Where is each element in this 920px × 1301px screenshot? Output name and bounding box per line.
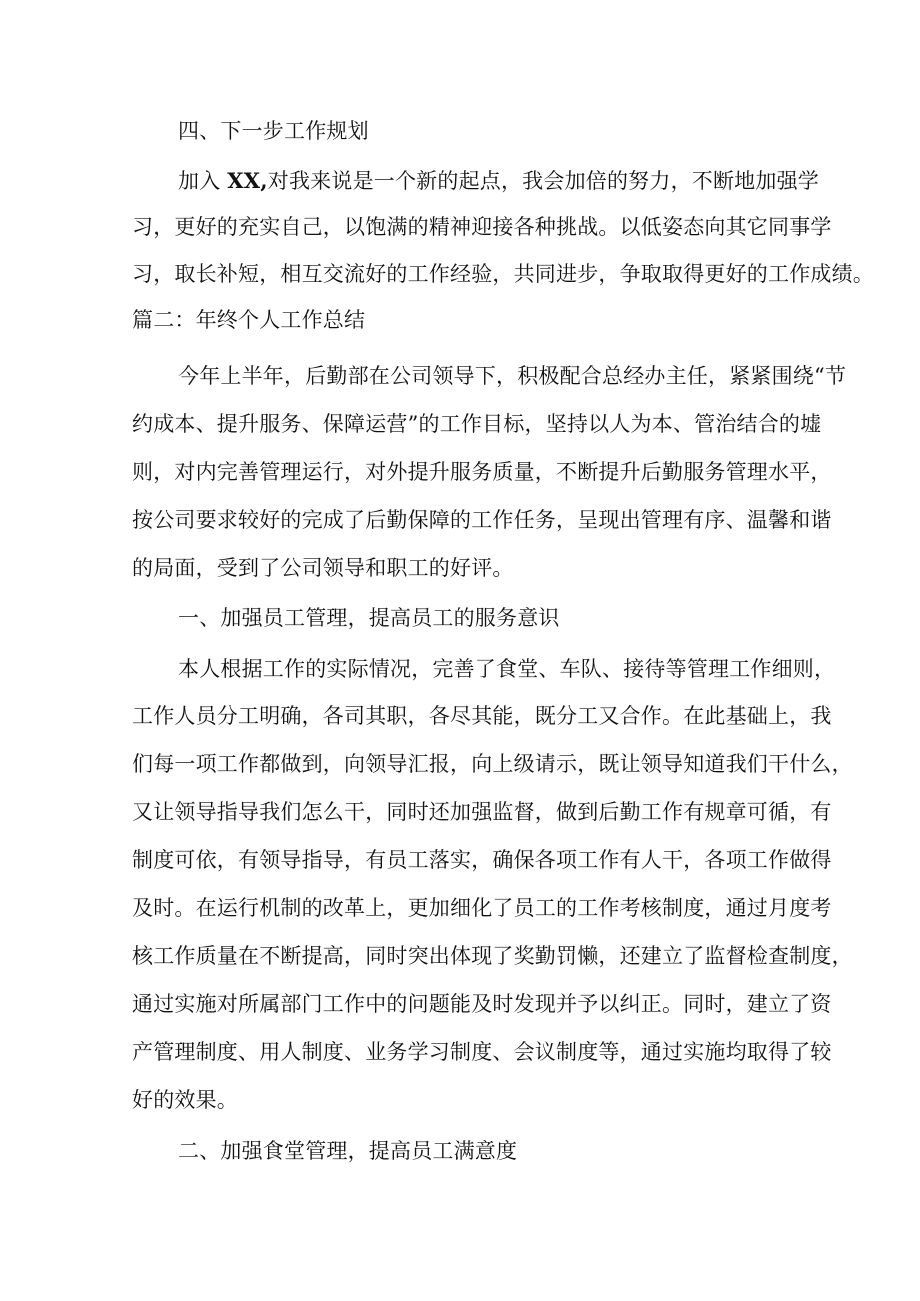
section4-paragraph-line2: 习，更好的充实自己，以饱满的精神迎接各种挑战。以低姿态向其它同事学 [132,215,832,239]
company-placeholder: XX, [227,168,268,193]
body1-line: 又让领导指导我们怎么干，同时还加强监督，做到后勤工作有规章可循，有 [132,800,832,824]
body1-line: 核工作质量在不断提高，同时突出体现了奖勤罚懒，还建立了监督检查制度， [132,944,853,968]
section4-paragraph-line1: 加入 XX,对我来说是一个新的起点，我会加倍的努力，不断地加强学 [178,168,819,193]
body1-line: 工作人员分工明确，各司其职，各尽其能，既分工又合作。在此基础上，我 [132,704,832,728]
body1-line: 制度可依，有领导指导，有员工落实，确保各项工作有人干，各项工作做得 [132,848,832,872]
intro-line: 今年上半年，后勤部在公司领导下，积极配合总经办主任，紧紧围绕“节 [178,364,847,388]
body1-line: 及时。在运行机制的改革上，更加细化了员工的工作考核制度，通过月度考 [132,896,832,920]
body1-line: 产管理制度、用人制度、业务学习制度、会议制度等，通过实施均取得了较 [132,1040,832,1064]
body1-line: 本人根据工作的实际情况，完善了食堂、车队、接待等管理工作细则， [178,657,836,681]
body1-line: 们每一项工作都做到，向领导汇报，向上级请示，既让领导知道我们干什么， [132,752,853,776]
intro-line: 约成本、提升服务、保障运营”的工作目标，坚持以人为本、管治结合的墟 [132,412,822,436]
section4-paragraph-line3: 习，取长补短，相互交流好的工作经验，共同进步，争取取得更好的工作成绩。 [132,262,874,286]
intro-line: 按公司要求较好的完成了后勤保障的工作任务，呈现出管理有序、温馨和谐 [132,508,832,532]
intro-line: 则，对内完善管理运行，对外提升服务质量，不断提升后勤服务管理水平， [132,460,832,484]
part2-title: 篇二：年终个人工作总结 [132,308,366,332]
intro-line: 的局面，受到了公司领导和职工的好评。 [132,556,514,580]
body1-line: 好的效果。 [132,1088,238,1112]
heading-1: 一、加强员工管理，提高员工的服务意识 [178,606,560,630]
body1-line: 通过实施对所属部门工作中的问题能及时发现并予以纠正。同时，建立了资 [132,992,832,1016]
heading-2: 二、加强食堂管理，提高员工满意度 [178,1139,518,1163]
section4-heading: 四、下一步工作规划 [178,119,369,143]
